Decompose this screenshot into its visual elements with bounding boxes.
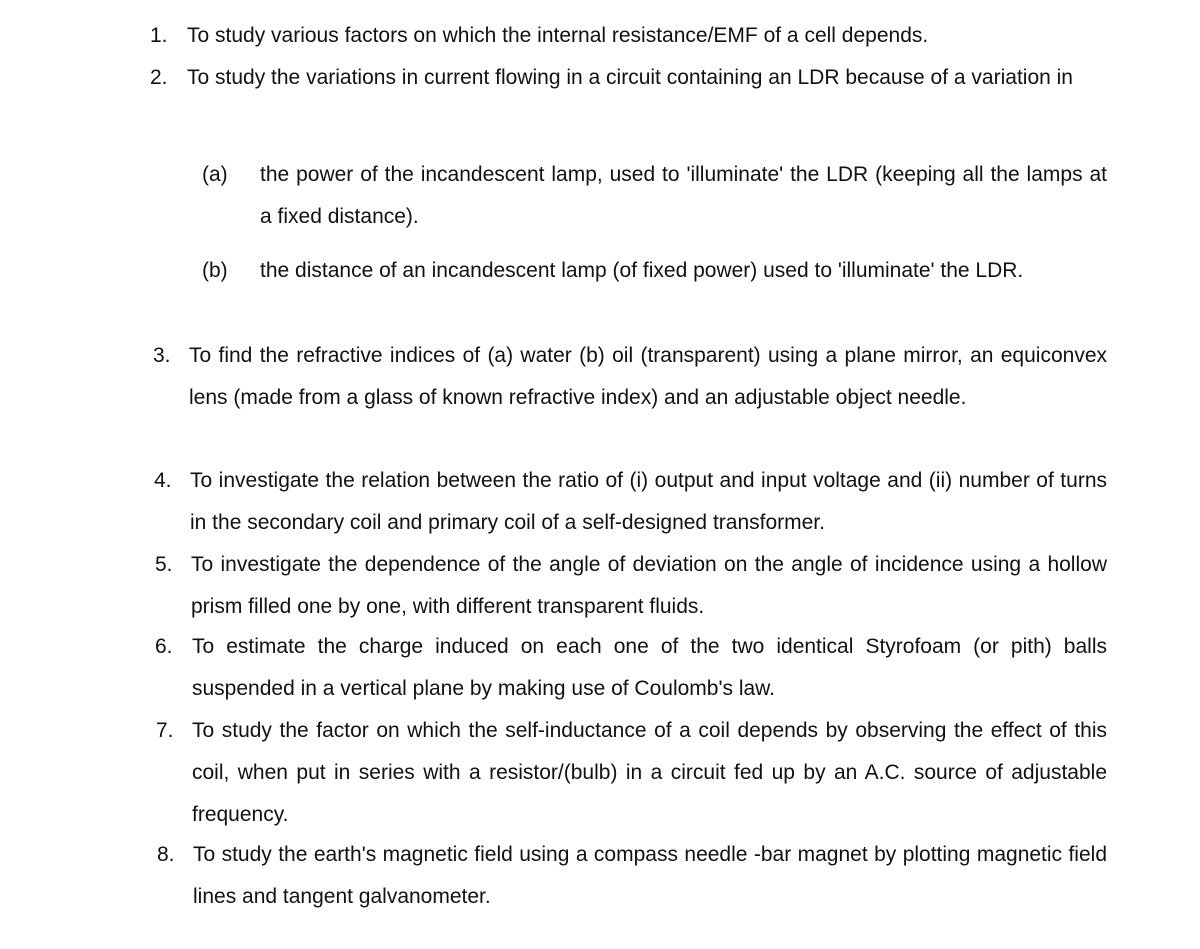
item-text: To study the variations in current flowing in a circuit containing an LDR because of a variation in [187, 66, 1073, 89]
item-number: 1. [150, 24, 168, 47]
item-number: 8. [157, 843, 175, 866]
subitem-text-a: the power of the incandescent lamp, used to 'illuminate' the LDR (keeping all the lamps at a fixed distance). [260, 163, 1107, 228]
subitem-label-b: (b) [202, 259, 228, 282]
item-text: To estimate the charge induced on each one of the two identical Styrofoam (or pith) balls suspended in a vertical plane by making use of Coulomb's law. [192, 635, 1107, 700]
item-text: To find the refractive indices of (a) water (b) oil (transparent) using a plane mirror, an equiconvex lens (made from a glass of known refractive index) and an adjustable object needle. [189, 344, 1107, 409]
item-number: 5. [155, 553, 173, 576]
item-text: To study the factor on which the self-inductance of a coil depends by observing the effect of this coil, when put in series with a resistor/(bulb) in a circuit fed up by an A.C. source of adjustable frequency. [192, 719, 1107, 826]
subitem-text-b: the distance of an incandescent lamp (of fixed power) used to 'illuminate' the LDR. [260, 259, 1024, 282]
item-number: 4. [154, 469, 172, 492]
item-number: 2. [150, 66, 168, 89]
item-text: To investigate the dependence of the angle of deviation on the angle of incidence using a hollow prism filled one by one, with different transparent fluids. [191, 553, 1107, 618]
item-text: To investigate the relation between the ratio of (i) output and input voltage and (ii) number of turns in the secondary coil and primary coil of a self-designed transformer. [190, 469, 1107, 534]
subitem-label-a: (a) [202, 163, 228, 186]
item-number: 6. [155, 635, 173, 658]
item-text: To study the earth's magnetic field using a compass needle -bar magnet by plotting magnetic field lines and tangent galvanometer. [193, 843, 1107, 908]
item-text: To study various factors on which the internal resistance/EMF of a cell depends. [187, 24, 929, 47]
item-number: 3. [153, 344, 171, 367]
item-number: 7. [156, 719, 174, 742]
